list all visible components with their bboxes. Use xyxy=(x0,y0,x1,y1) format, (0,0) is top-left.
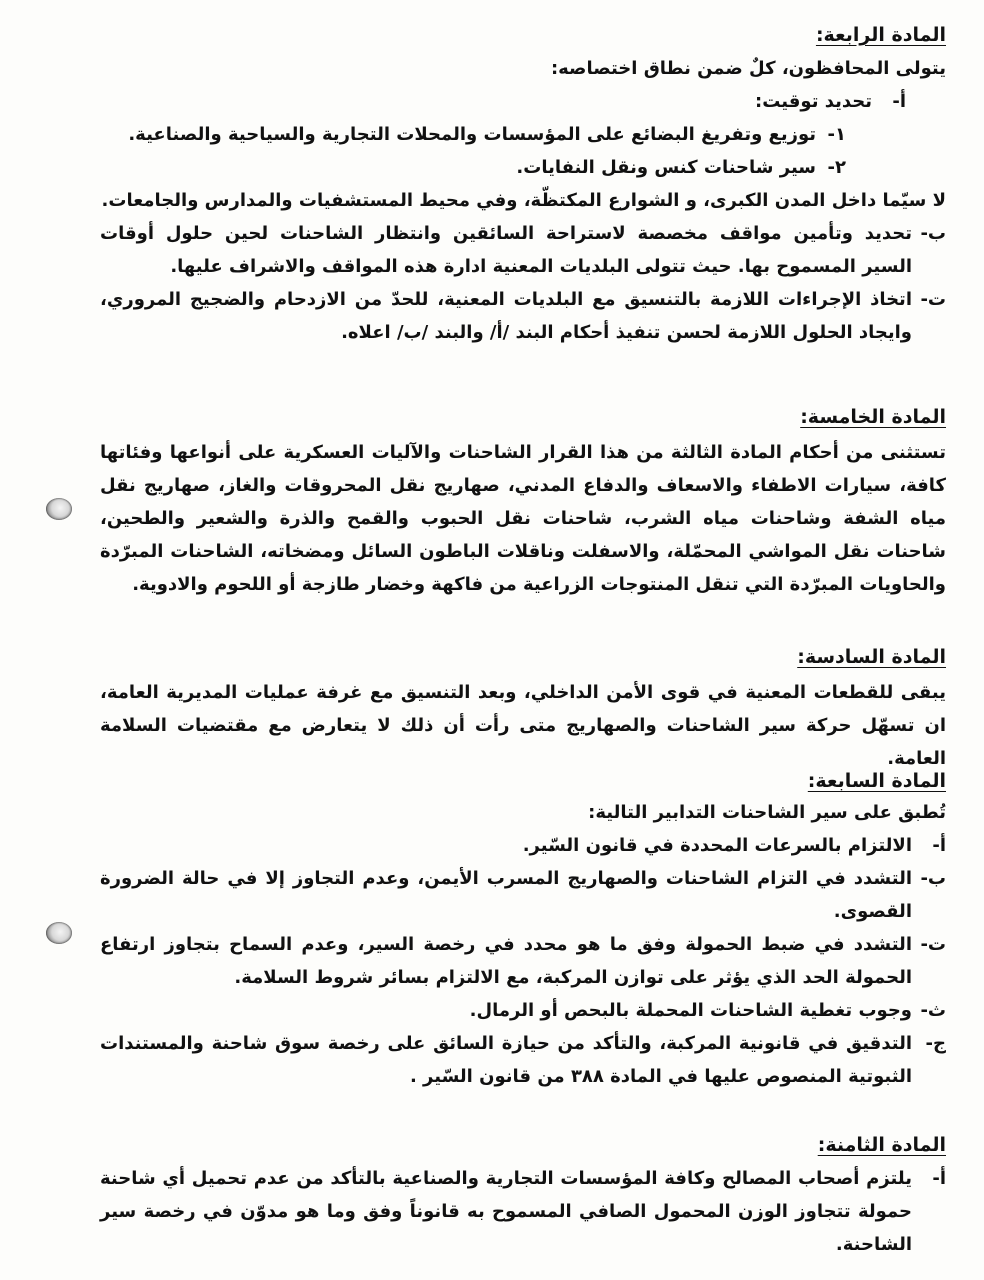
punch-hole-bottom xyxy=(46,922,72,944)
article-7-item-t xyxy=(100,928,946,994)
item-marker: ث- xyxy=(920,1000,946,1021)
article-4-item-b xyxy=(100,217,946,283)
subitem-text: سير شاحنات كنس ونقل النفايات. xyxy=(516,157,816,178)
article-4-item-t xyxy=(100,283,946,349)
subitem-marker: ٢- xyxy=(827,157,846,178)
article-7-item-a xyxy=(100,829,946,862)
article-7-item-b xyxy=(100,862,946,928)
punch-hole-top xyxy=(46,498,72,520)
article-8 xyxy=(100,1132,946,1261)
item-text: تحديد وتأمين مواقف مخصصة لاستراحة السائقين وانتظار الشاحنات لحين حلول أوقات السير المسموح بها. حيث تتولى البلديات المعنية ادارة هذه المواقف والاشراف عليها. xyxy=(100,223,912,277)
article-4-item-a xyxy=(100,85,946,118)
article-8-heading: المادة الثامنة: xyxy=(817,1134,946,1156)
article-5 xyxy=(100,404,946,601)
article-5-text: تستثنى من أحكام المادة الثالثة من هذا القرار الشاحنات والآليات العسكرية على أنواعها وفئاتها كافة، سيارات الاطفاء والاسعاف والدفاع المدني، صهاريج نقل المحروقات والغاز، صهاريج نقل مياه الشفة وشاحنات مياه الشرب، شاحنات نقل الحبوب والقمح والذرة والشعير والطحين، شاحنات نقل المواشي المحمّلة، والاسفلت وناقلات الباطون السائل ومضخاته، الشاحنات المبرّدة والحاويات المبرّدة التي تنقل المنتوجات الزراعية من فاكهة وخضار طازجة أو اللحوم والادوية. xyxy=(100,442,946,595)
article-6 xyxy=(100,644,946,775)
article-6-text: يبقى للقطعات المعنية في قوى الأمن الداخلي، وبعد التنسيق مع غرفة عمليات المديرية العامة، ان تسهّل حركة سير الشاحنات والصهاريج متى رأت أن ذلك لا يتعارض مع مقتضيات السلامة العامة. xyxy=(100,682,946,769)
item-marker: ت- xyxy=(920,289,946,310)
article-4 xyxy=(100,22,946,349)
item-text: تحديد توقيت: xyxy=(755,91,872,112)
item-text: الالتزام بالسرعات المحددة في قانون السّير. xyxy=(522,835,912,856)
item-marker: أ- xyxy=(932,1168,946,1189)
article-7-item-j xyxy=(100,1027,946,1093)
article-4-intro: يتولى المحافظون، كلٌ ضمن نطاق اختصاصه: xyxy=(550,58,946,79)
article-7 xyxy=(100,768,946,1093)
item-text: وجوب تغطية الشاحنات المحملة بالبحص أو الرمال. xyxy=(469,1000,912,1021)
item-text: التدقيق في قانونية المركبة، والتأكد من حيازة السائق على رخصة سوق شاحنة والمستندات الثبوتية المنصوص عليها في المادة ٣٨٨ من قانون السّير . xyxy=(100,1033,912,1087)
item-text: التشدد في التزام الشاحنات والصهاريج المسرب الأيمن، وعدم التجاوز إلا في حالة الضرورة القصوى. xyxy=(100,868,912,922)
article-8-item-a xyxy=(100,1162,946,1261)
item-text: اتخاذ الإجراءات اللازمة بالتنسيق مع البلديات المعنية، للحدّ من الازدحام والضجيج المروري، وايجاد الحلول اللازمة لحسن تنفيذ أحكام البند /أ/ والبند /ب/ اعلاه. xyxy=(100,289,912,343)
item-marker: ج- xyxy=(925,1033,946,1054)
subitem-text: توزيع وتفريغ البضائع على المؤسسات والمحلات التجارية والسياحية والصناعية. xyxy=(128,124,816,145)
item-marker: ب- xyxy=(920,868,946,889)
article-6-heading: المادة السادسة: xyxy=(797,646,946,668)
article-4-heading: المادة الرابعة: xyxy=(815,24,946,46)
item-marker: أ- xyxy=(932,835,946,856)
article-7-heading: المادة السابعة: xyxy=(807,770,946,792)
article-7-intro: تُطبق على سير الشاحنات التدابير التالية: xyxy=(588,802,946,823)
article-4-subitem-2 xyxy=(100,151,946,184)
item-text: التشدد في ضبط الحمولة وفق ما هو محدد في رخصة السير، وعدم السماح بتجاوز ارتفاع الحمولة الحد الذي يؤثر على توازن المركبة، مع الالتزام بسائر شروط السلامة. xyxy=(100,934,912,988)
item-marker: ت- xyxy=(920,934,946,955)
item-text: يلتزم أصحاب المصالح وكافة المؤسسات التجارية والصناعية بالتأكد من عدم تحميل أي شاحنة حمولة تتجاوز الوزن المحمول الصافي المسموح به قانوناً وفق وما هو مدوّن في رخصة سير الشاحنة. xyxy=(100,1168,912,1255)
article-7-item-th xyxy=(100,994,946,1027)
item-marker: أ- xyxy=(892,91,906,112)
article-5-heading: المادة الخامسة: xyxy=(800,406,946,428)
article-4-note: لا سيّما داخل المدن الكبرى، و الشوارع المكتظّة، وفي محيط المستشفيات والمدارس والجامعات. xyxy=(101,190,946,211)
item-marker: ب- xyxy=(920,223,946,244)
article-4-subitem-1 xyxy=(100,118,946,151)
subitem-marker: ١- xyxy=(827,124,846,145)
